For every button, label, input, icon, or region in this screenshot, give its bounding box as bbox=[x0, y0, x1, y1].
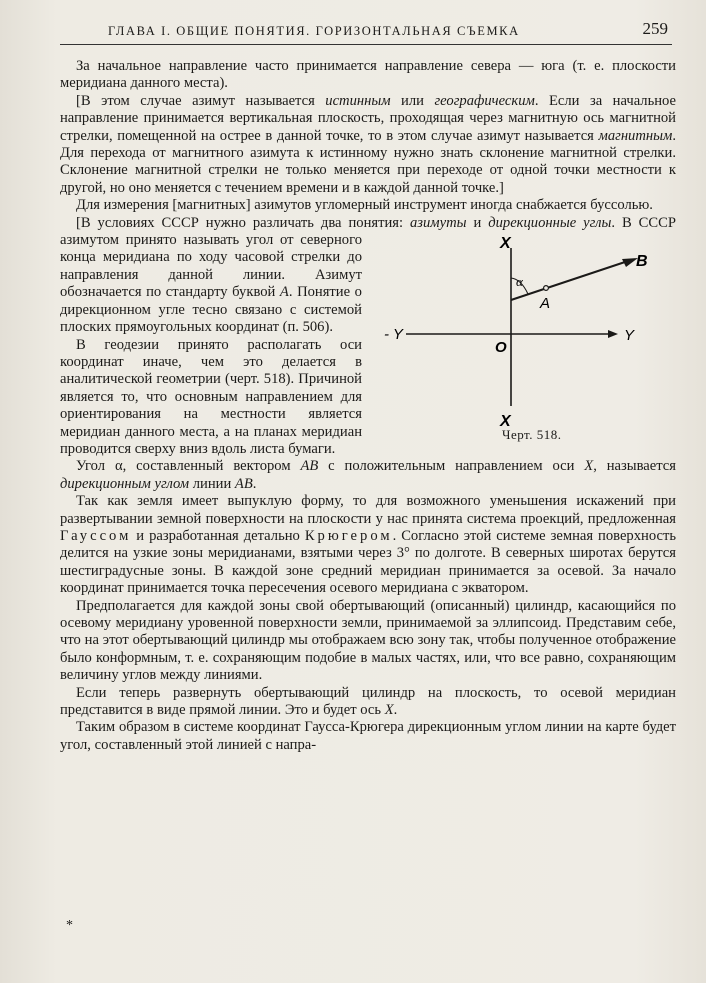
p7-text-c: . Согласно этой системе земная поверхность делится на узкие зоны меридианами, взятыми через 3° по долготе. В северных широтах берутся шестиградусные зоны. В каждой зоне средний меридиан принимается за осевой. За начало координат принимается точка пересечения осевого меридиана с экватором. bbox=[60, 527, 677, 597]
running-title: ГЛАВА I. ОБЩИЕ ПОНЯТИЯ. ГОРИЗОНТАЛЬНАЯ СЪЕМКА bbox=[108, 24, 520, 38]
y-axis-arrowhead bbox=[608, 330, 618, 338]
body-text bbox=[60, 58, 676, 754]
p9-text-b: . bbox=[393, 702, 398, 719]
p4-text-c-start: . В СССР азимутом принято называть угол от северного bbox=[60, 214, 676, 249]
footer-mark: * bbox=[66, 918, 73, 933]
name-kruger: Крюгером bbox=[304, 527, 393, 544]
term-true-azimuth: истинным bbox=[325, 92, 391, 109]
name-gauss: Гауссом bbox=[60, 527, 132, 544]
symbol-ab-2: AB bbox=[234, 475, 253, 492]
label-x-bottom: X bbox=[500, 413, 511, 431]
label-point-a: A bbox=[540, 295, 551, 313]
label-origin: O bbox=[495, 339, 507, 357]
paragraph-2 bbox=[60, 93, 676, 197]
p6-text-b: с положительным направлением оси bbox=[318, 458, 585, 475]
paragraph-7 bbox=[60, 493, 676, 597]
paragraph-9 bbox=[60, 685, 676, 720]
p4-text-d: . Понятие о дирекционном угле тесно связано с системой плоских прямоугольных координат (п. 506). bbox=[60, 284, 362, 336]
p2-text-b: или bbox=[390, 92, 435, 109]
paragraph-8: Предполагается для каждой зоны свой обертывающий (описанный) цилиндр, касающийся по осевому меридиану уровенной поверхности земли, принимаемой за эллипсоид. Представим себе, что на этот обертывающий цилиндр мы отображаем всю зону так, чтобы полученное отображение было конформным, т. е. сохраняющим подобие в малых частях, или, что все равно, сохраняющим величину углов между линиями. bbox=[60, 597, 676, 684]
point-a bbox=[544, 286, 549, 291]
label-point-b: B bbox=[636, 253, 648, 271]
symbol-x: X bbox=[584, 458, 594, 475]
p4-text-a: [В условиях СССР нужно различать два понятия: bbox=[76, 214, 410, 231]
vector-ab bbox=[511, 260, 631, 300]
page-number: 259 bbox=[642, 19, 668, 38]
p9-text-a: Если теперь развернуть обертывающий цилиндр на плоскость, то осевой меридиан представится в виде прямой линии. Это и будет ось bbox=[60, 684, 676, 719]
p4-text-c-rest: конца меридиана по ходу часовой стрелки до направления данной линии. Азимут обозначается по стандарту буквой bbox=[60, 249, 362, 301]
symbol-x-axis: X bbox=[384, 702, 394, 719]
p6-text-a: Угол α, составленный вектором bbox=[76, 458, 301, 475]
figure-caption: Черт. 518. bbox=[502, 427, 562, 443]
symbol-a: A bbox=[279, 284, 289, 301]
label-alpha: α bbox=[516, 274, 523, 290]
label-y-right: Y bbox=[624, 327, 635, 345]
term-azimuths: азимуты bbox=[410, 214, 467, 231]
p6-text-c: , называется bbox=[593, 458, 676, 475]
label-y-left: - Y bbox=[384, 326, 403, 344]
p6-text-e: . bbox=[252, 475, 257, 492]
p6-text-d: линии bbox=[189, 475, 235, 492]
p4-text-b: и bbox=[466, 214, 489, 231]
symbol-ab: AB bbox=[300, 458, 319, 475]
page-header bbox=[60, 19, 672, 45]
paragraph-1: За начальное направление часто принимается направление севера — юга (т. е. плоскости меридиана данного места). bbox=[60, 58, 676, 92]
p2-text-c: . Если за начальное направление принимается вертикальная плоскость, проходящая через магнитную ось магнитной стрелки, помещенной на острее в данной точке, то в этом случае азимут называется bbox=[60, 92, 677, 144]
p7-text-a: Так как земля имеет выпуклую форму, то для возможного уменьшения искажений при развертывании земной поверхности на плоскости у нас принята система проекций, предложенная bbox=[60, 493, 676, 527]
label-x-top: X bbox=[500, 235, 511, 253]
figure-518 bbox=[376, 232, 676, 450]
paragraph-10: Таким образом в системе координат Гаусса-Крюгера дирекционным углом линии на карте будет угол, составленный этой линией с напра- bbox=[60, 719, 676, 753]
term-directional-angle: дирекционным углом bbox=[60, 475, 190, 492]
p7-text-b: и разработанная детально bbox=[131, 527, 305, 544]
term-directional-angles: дирекционные углы bbox=[488, 214, 612, 231]
paragraph-5: В геодезии принято располагать оси координат иначе, чем это делается в аналитической геометрии (черт. 518). Причиной является то, что основным направлением для ориентирования на местности является меридиан данного места, а на планах меридиан проводится сверху вниз вдоль листа бумаги. bbox=[60, 336, 362, 457]
p2-text-a: [В этом случае азимут называется bbox=[76, 92, 326, 109]
paragraph-6 bbox=[60, 458, 676, 493]
coordinate-diagram bbox=[376, 232, 676, 450]
p2-text-d: . Для перехода от магнитного азимута к истинному нужно знать склонение магнитной стрелки. Склонение магнитной стрелки не только меняется при переходе от одной точки местности к другой, но оно меняется с течением времени и в каждой данной точке.] bbox=[60, 127, 676, 196]
term-magnetic: магнитным bbox=[598, 127, 673, 144]
paragraph-3: Для измерения [магнитных] азимутов угломерный инструмент иногда снабжается буссолью. bbox=[76, 197, 653, 214]
term-geographic: географическим bbox=[434, 92, 535, 109]
